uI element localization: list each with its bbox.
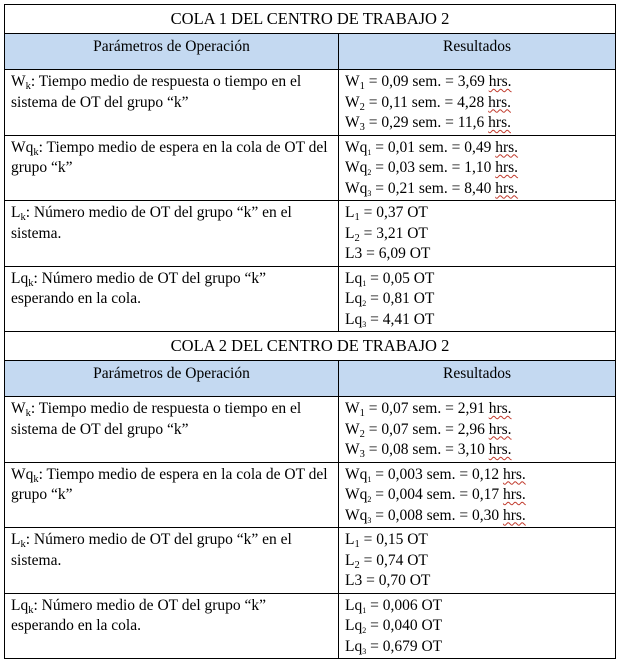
result-value: = 0,040 OT — [366, 617, 443, 634]
result-line — [345, 93, 609, 114]
result-value: = 3,21 OT — [359, 224, 428, 242]
parameter-text: : Número medio de OT del grupo “k” en el sistema. — [11, 204, 292, 242]
parameter-description — [5, 135, 339, 201]
result-value: = 6,09 OT — [362, 245, 431, 262]
column-header-results: Resultados — [339, 34, 616, 70]
parameter-symbol-subscript: k — [33, 473, 39, 485]
result-line — [345, 138, 609, 159]
result-value: = 0,679 OT — [366, 637, 443, 655]
result-cell — [339, 266, 616, 332]
result-line — [345, 72, 609, 93]
result-variable: Lq — [345, 310, 363, 328]
parameter-text: : Número medio de OT del grupo “k” en el sistema. — [11, 531, 292, 569]
result-value: = 0,37 OT — [359, 204, 428, 221]
parameter-symbol-subscript: k — [20, 539, 26, 550]
result-line — [345, 224, 609, 245]
parameter-description — [5, 266, 339, 332]
parameter-symbol: Lq — [11, 269, 29, 287]
parameter-text: : Número medio de OT del grupo “k” esperando en la cola. — [11, 596, 267, 634]
result-line — [345, 289, 609, 310]
parameter-symbol-subscript: k — [33, 146, 39, 158]
result-variable: L — [345, 224, 355, 242]
section-title-row — [5, 332, 616, 361]
result-variable: W — [345, 114, 360, 131]
parameter-description — [5, 528, 339, 594]
result-value: = 0,21 sem. = 8,40 — [371, 179, 496, 197]
result-value: = 0,08 sem. = 3,10 — [364, 441, 489, 458]
result-variable-subscript: 1 — [354, 539, 360, 550]
result-variable-subscript: 2 — [359, 101, 365, 113]
result-variable: Wq — [345, 179, 368, 197]
parameter-text: : Tiempo medio de espera en la cola de OT del grupo “k” — [11, 465, 328, 503]
result-line — [345, 269, 609, 290]
result-variable-subscript: 2 — [354, 559, 360, 571]
result-line — [345, 179, 609, 200]
result-variable: W — [345, 400, 360, 417]
result-variable: W — [345, 73, 360, 90]
result-variable: Lq — [345, 269, 363, 287]
result-variable-subscript: 2 — [367, 168, 372, 177]
parameter-symbol: Lq — [11, 596, 29, 614]
parameter-symbol: W — [11, 400, 26, 417]
result-variable: W — [345, 93, 360, 111]
result-line — [345, 244, 609, 265]
result-unit: hrs. — [488, 73, 512, 90]
result-variable-subscript: 3 — [367, 188, 372, 198]
result-unit: hrs. — [488, 420, 512, 438]
result-value: = 0,29 sem. = 11,6 — [364, 114, 489, 131]
result-value: = 0,11 sem. = 4,28 — [364, 93, 489, 111]
column-header-row — [5, 34, 616, 70]
result-line — [345, 485, 609, 506]
parameter-row — [5, 593, 616, 659]
result-variable-subscript: 2 — [359, 428, 365, 440]
result-unit: hrs. — [488, 400, 512, 417]
result-unit: hrs. — [502, 486, 526, 503]
parameter-symbol-subscript: k — [28, 604, 34, 616]
result-variable: L — [345, 204, 355, 221]
result-variable: Lq — [345, 290, 363, 307]
parameter-row — [5, 201, 616, 267]
result-line — [345, 506, 609, 527]
parameter-symbol: L — [11, 204, 21, 221]
column-header-results: Resultados — [339, 361, 616, 397]
parameter-row — [5, 135, 616, 201]
parameter-symbol-subscript: k — [25, 81, 31, 92]
result-cell — [339, 397, 616, 463]
result-value: = 0,15 OT — [359, 531, 428, 548]
parameter-symbol: Wq — [11, 138, 34, 156]
result-variable-subscript: 1 — [362, 278, 367, 288]
result-variable: Lq — [345, 596, 363, 614]
result-cell — [339, 528, 616, 594]
result-line — [345, 203, 609, 224]
column-header-row — [5, 361, 616, 397]
result-line — [345, 465, 609, 486]
result-line — [345, 420, 609, 441]
result-unit: hrs. — [502, 465, 526, 483]
result-variable: Lq — [345, 617, 363, 634]
result-variable-subscript: 2 — [362, 626, 367, 635]
result-unit: hrs. — [488, 441, 512, 458]
result-unit: hrs. — [488, 93, 511, 111]
parameter-symbol-subscript: k — [25, 408, 31, 419]
result-value: = 0,006 OT — [366, 596, 443, 614]
result-variable-subscript: 1 — [367, 147, 372, 157]
result-line — [345, 399, 609, 420]
parameter-row — [5, 462, 616, 528]
result-variable-subscript: 1 — [367, 474, 372, 484]
result-variable: L — [345, 531, 355, 548]
parameter-description — [5, 201, 339, 267]
parameter-description — [5, 593, 339, 659]
result-value: = 0,03 sem. = 1,10 — [371, 159, 496, 176]
result-value: = 0,09 sem. = 3,69 — [364, 73, 489, 90]
result-variable: W — [345, 441, 360, 458]
parameter-text: : Número medio de OT del grupo “k” esperando en la cola. — [11, 269, 267, 307]
result-value: = 0,07 sem. = 2,91 — [364, 400, 489, 417]
result-value: = 4,41 OT — [366, 310, 435, 328]
result-cell — [339, 593, 616, 659]
result-variable-subscript: 3 — [362, 319, 367, 329]
section-title: COLA 2 DEL CENTRO DE TRABAJO 2 — [5, 332, 616, 361]
result-value: = 0,008 sem. = 0,30 — [371, 506, 503, 524]
result-variable: Lq — [345, 637, 363, 655]
result-unit: hrs. — [502, 506, 526, 524]
parameter-row — [5, 397, 616, 463]
result-value: = 0,07 sem. = 2,96 — [364, 420, 489, 438]
parameter-symbol: L — [11, 531, 21, 548]
section-title: COLA 1 DEL CENTRO DE TRABAJO 2 — [5, 5, 616, 34]
result-variable: Wq — [345, 159, 368, 176]
result-line — [345, 113, 609, 134]
result-unit: hrs. — [495, 138, 519, 156]
result-variable-subscript: 2 — [367, 495, 372, 504]
result-unit: hrs. — [488, 114, 511, 131]
result-cell — [339, 201, 616, 267]
result-variable-subscript: 3 — [359, 122, 365, 133]
result-line — [345, 310, 609, 331]
result-variable: W — [345, 420, 360, 438]
parameter-description — [5, 462, 339, 528]
result-variable: L3 — [345, 245, 363, 262]
result-value: = 0,05 OT — [366, 269, 435, 287]
result-variable-subscript: 1 — [362, 605, 367, 615]
result-line — [345, 158, 609, 179]
result-line — [345, 551, 609, 572]
result-variable-subscript: 1 — [359, 408, 365, 419]
result-cell — [339, 70, 616, 136]
result-variable-subscript: 1 — [359, 81, 365, 92]
parameter-symbol-subscript: k — [28, 277, 34, 289]
result-variable-subscript: 2 — [354, 232, 360, 244]
result-line — [345, 596, 609, 617]
parameter-symbol: W — [11, 73, 26, 90]
result-variable: L3 — [345, 572, 363, 589]
section-title-row — [5, 5, 616, 34]
result-value: = 0,003 sem. = 0,12 — [371, 465, 503, 483]
result-line — [345, 530, 609, 551]
parameter-symbol: Wq — [11, 465, 34, 483]
parameter-description — [5, 397, 339, 463]
column-header-parameters: Parámetros de Operación — [5, 34, 339, 70]
parameter-row — [5, 528, 616, 594]
result-cell — [339, 135, 616, 201]
result-variable-subscript: 1 — [354, 212, 360, 223]
parameter-row — [5, 266, 616, 332]
result-variable: Wq — [345, 465, 368, 483]
results-table-body — [5, 5, 616, 659]
parameter-text: : Tiempo medio de respuesta o tiempo en el sistema de OT del grupo “k” — [11, 73, 302, 111]
parameter-symbol-subscript: k — [20, 212, 26, 223]
result-variable-subscript: 3 — [362, 646, 367, 656]
parameter-description — [5, 70, 339, 136]
result-unit: hrs. — [495, 159, 519, 176]
result-variable-subscript: 3 — [359, 449, 365, 460]
result-value: = 0,74 OT — [359, 551, 428, 569]
result-line — [345, 637, 609, 658]
result-value: = 0,70 OT — [362, 572, 431, 589]
parameter-text: : Tiempo medio de respuesta o tiempo en el sistema de OT del grupo “k” — [11, 400, 302, 438]
result-variable: Wq — [345, 138, 368, 156]
result-variable-subscript: 2 — [362, 299, 367, 308]
result-variable: Wq — [345, 486, 368, 503]
document-page — [4, 4, 615, 659]
result-variable: Wq — [345, 506, 368, 524]
result-value: = 0,01 sem. = 0,49 — [371, 138, 496, 156]
result-unit: hrs. — [495, 179, 519, 197]
column-header-parameters: Parámetros de Operación — [5, 361, 339, 397]
result-variable-subscript: 3 — [367, 515, 372, 525]
result-value: = 0,81 OT — [366, 290, 435, 307]
result-line — [345, 440, 609, 461]
parameter-text: : Tiempo medio de espera en la cola de OT del grupo “k” — [11, 138, 328, 176]
parameter-row — [5, 70, 616, 136]
result-variable: L — [345, 551, 355, 569]
results-table — [4, 4, 616, 659]
result-cell — [339, 462, 616, 528]
result-value: = 0,004 sem. = 0,17 — [371, 486, 503, 503]
result-line — [345, 616, 609, 637]
result-line — [345, 571, 609, 592]
